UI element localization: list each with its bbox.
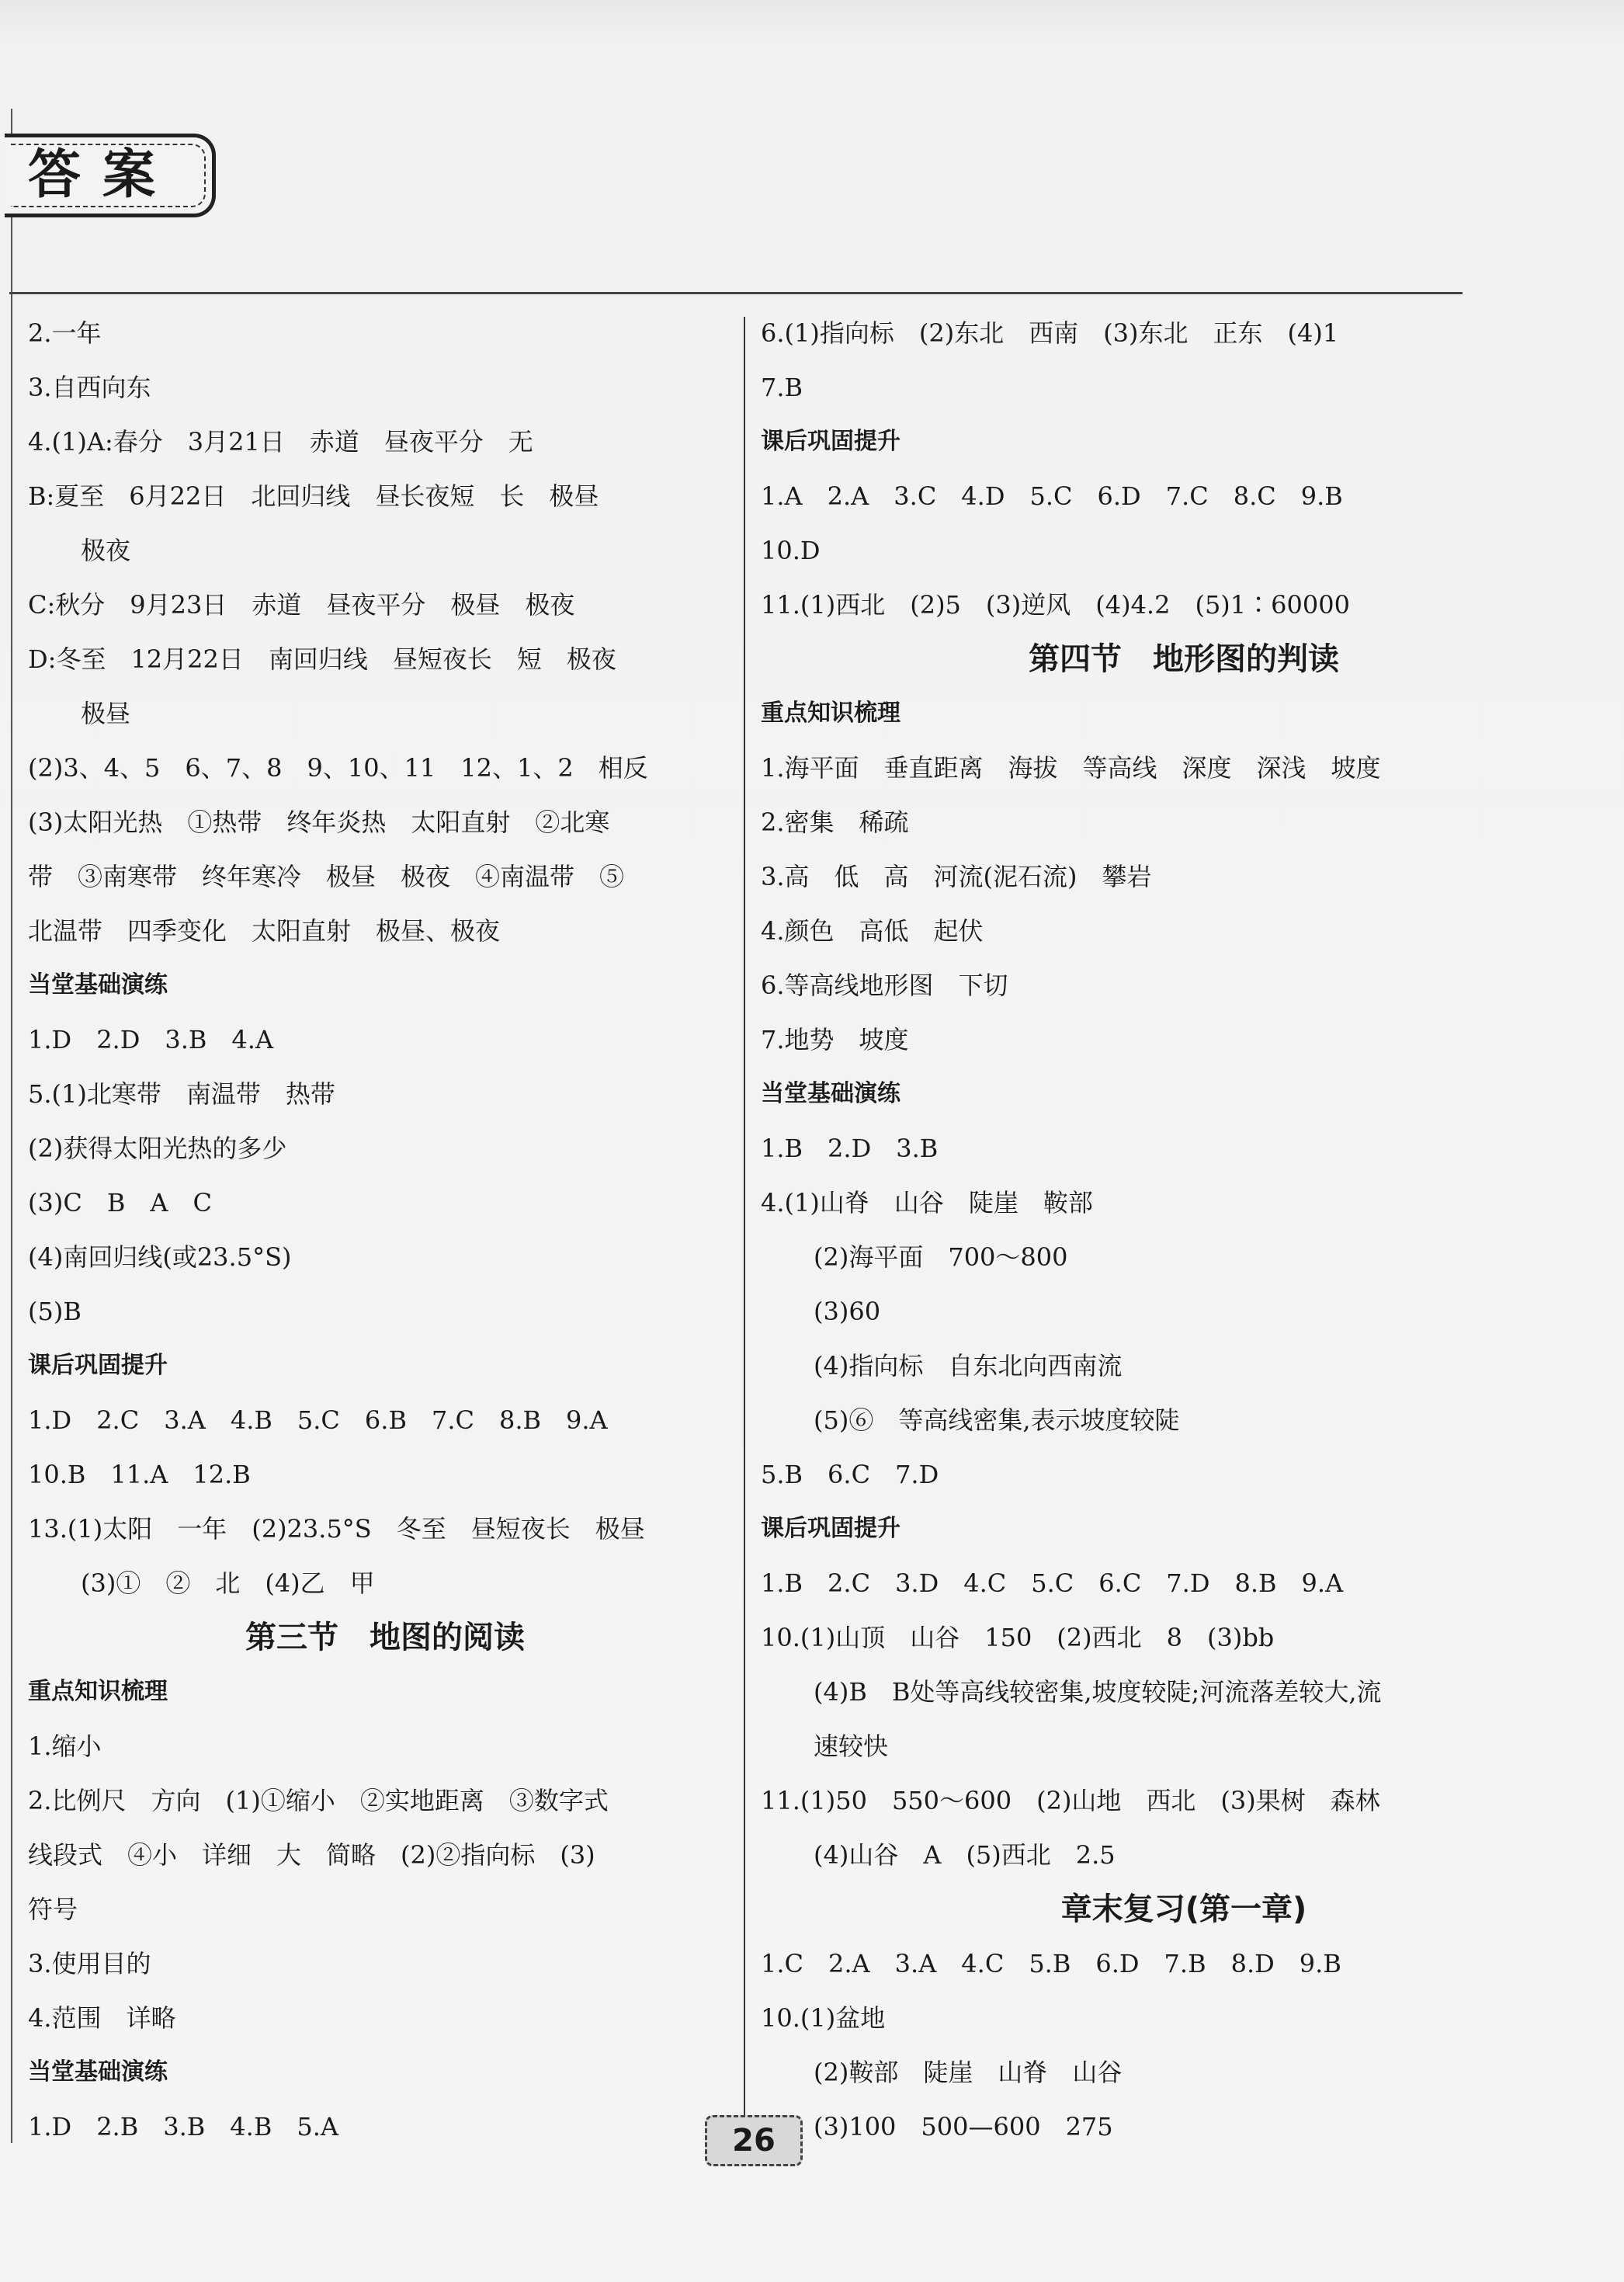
subsection-heading: 重点知识梳理 — [28, 1678, 168, 1705]
answer-line: 3.高 低 高 河流(泥石流) 攀岩 — [761, 862, 1152, 891]
answer-line-indented: (4)B B处等高线较密集,坡度较陡;河流落差较大,流 — [814, 1677, 1382, 1707]
left-margin-rule — [11, 109, 12, 2143]
answer-line-indented: (5)⑥ 等高线密集,表示坡度较陡 — [814, 1405, 1180, 1435]
subsection-heading: 课后巩固提升 — [761, 1515, 900, 1542]
subsection-heading: 当堂基础演练 — [28, 2058, 168, 2086]
answer-line: 13.(1)太阳 一年 (2)23.5°S 冬至 昼短夜长 极昼 — [28, 1514, 645, 1544]
answer-line: 11.(1)50 550～600 (2)山地 西北 (3)果树 森林 — [761, 1786, 1380, 1815]
answer-line: 10.D — [761, 536, 821, 565]
answer-line: 4.颜色 高低 起伏 — [761, 916, 984, 946]
answer-line-indented: 极夜 — [81, 536, 131, 565]
section-title: 章末复习(第一章) — [1060, 1891, 1307, 1927]
answer-line: 1.缩小 — [28, 1731, 102, 1761]
section-title: 第三节 地图的阅读 — [245, 1620, 525, 1655]
answer-line: (2)3、4、5 6、7、8 9、10、11 12、1、2 相反 — [28, 753, 648, 783]
answer-line-indented: (3)60 — [814, 1297, 881, 1326]
answer-line: D:冬至 12月22日 南回归线 昼短夜长 短 极夜 — [28, 644, 616, 674]
answer-line: 7.B — [761, 373, 803, 402]
subsection-heading: 课后巩固提升 — [28, 1352, 168, 1379]
answer-line: 1.D 2.C 3.A 4.B 5.C 6.B 7.C 8.B 9.A — [28, 1405, 608, 1435]
answer-line: (2)获得太阳光热的多少 — [28, 1134, 287, 1163]
right-answer-column — [761, 306, 1607, 2154]
answer-line: 1.D 2.B 3.B 4.B 5.A — [28, 2112, 338, 2141]
answer-line: 2.一年 — [28, 318, 102, 348]
answer-line: 10.(1)盆地 — [761, 2003, 886, 2033]
answer-line: 带 ③南寒带 终年寒冷 极昼 极夜 ④南温带 ⑤ — [28, 862, 625, 891]
subsection-heading: 重点知识梳理 — [761, 700, 900, 727]
answer-line: 10.B 11.A 12.B — [28, 1460, 251, 1489]
answer-line: 3.使用目的 — [28, 1949, 151, 1978]
answer-line: 4.(1)A:春分 3月21日 赤道 昼夜平分 无 — [28, 427, 533, 457]
answer-line: 10.(1)山顶 山谷 150 (2)西北 8 (3)bb — [761, 1623, 1275, 1652]
answer-line: 6.(1)指向标 (2)东北 西南 (3)东北 正东 (4)1 — [761, 318, 1339, 348]
answer-line-indented: 速较快 — [814, 1731, 889, 1761]
answer-line: 4.范围 详略 — [28, 2003, 176, 2033]
answer-line: 1.A 2.A 3.C 4.D 5.C 6.D 7.C 8.C 9.B — [761, 481, 1343, 511]
answer-line: 7.地势 坡度 — [761, 1025, 909, 1054]
answer-line: 5.(1)北寒带 南温带 热带 — [28, 1079, 335, 1109]
answer-line: (5)B — [28, 1297, 82, 1326]
subsection-heading: 课后巩固提升 — [761, 428, 900, 455]
answer-line: 2.比例尺 方向 (1)①缩小 ②实地距离 ③数字式 — [28, 1786, 609, 1815]
answer-line-indented: (3)100 500—600 275 — [814, 2112, 1113, 2141]
answer-line: (3)C B A C — [28, 1188, 212, 1217]
answer-line: 1.D 2.D 3.B 4.A — [28, 1025, 274, 1054]
left-answer-column — [28, 306, 742, 2154]
answer-line: B:夏至 6月22日 北回归线 昼长夜短 长 极昼 — [28, 481, 599, 511]
top-divider — [9, 292, 1463, 294]
answer-line: 11.(1)西北 (2)5 (3)逆风 (4)4.2 (5)1∶60000 — [761, 590, 1350, 620]
answer-line: 2.密集 稀疏 — [761, 808, 909, 837]
answer-line-indented: (4)指向标 自东北向西南流 — [814, 1351, 1123, 1381]
answer-line-indented: 极昼 — [81, 699, 131, 728]
section-title: 第四节 地形图的判读 — [1029, 641, 1339, 677]
answer-line-indented: (3)① ② 北 (4)乙 甲 — [81, 1568, 375, 1598]
answer-line: 符号 — [28, 1895, 78, 1924]
subsection-heading: 当堂基础演练 — [761, 1080, 900, 1107]
answer-line: 1.B 2.C 3.D 4.C 5.C 6.C 7.D 8.B 9.A — [761, 1568, 1344, 1598]
answer-line: (3)太阳光热 ①热带 终年炎热 太阳直射 ②北寒 — [28, 808, 610, 837]
subsection-heading: 当堂基础演练 — [28, 971, 168, 999]
answer-line: 5.B 6.C 7.D — [761, 1460, 939, 1489]
answer-line: 线段式 ④小 详细 大 简略 (2)②指向标 (3) — [28, 1840, 595, 1870]
answer-line-indented: (2)鞍部 陡崖 山脊 山谷 — [814, 2058, 1123, 2087]
answer-line-indented: (2)海平面 700～800 — [814, 1242, 1068, 1272]
page-title: 答案 — [28, 144, 178, 206]
answer-line: 1.C 2.A 3.A 4.C 5.B 6.D 7.B 8.D 9.B — [761, 1949, 1341, 1978]
answer-line: 3.自西向东 — [28, 373, 151, 402]
answer-line-indented: (4)山谷 A (5)西北 2.5 — [814, 1840, 1116, 1870]
column-divider — [744, 317, 745, 2127]
answer-line: 北温带 四季变化 太阳直射 极昼、极夜 — [28, 916, 501, 946]
answer-line: 4.(1)山脊 山谷 陡崖 鞍部 — [761, 1188, 1093, 1217]
answer-line: C:秋分 9月23日 赤道 昼夜平分 极昼 极夜 — [28, 590, 575, 620]
answer-line: 1.B 2.D 3.B — [761, 1134, 939, 1163]
page-number: 26 — [705, 2115, 803, 2166]
answer-line: 6.等高线地形图 下切 — [761, 971, 1008, 1000]
answer-line: (4)南回归线(或23.5°S) — [28, 1242, 292, 1272]
answer-line: 1.海平面 垂直距离 海拔 等高线 深度 深浅 坡度 — [761, 753, 1381, 783]
